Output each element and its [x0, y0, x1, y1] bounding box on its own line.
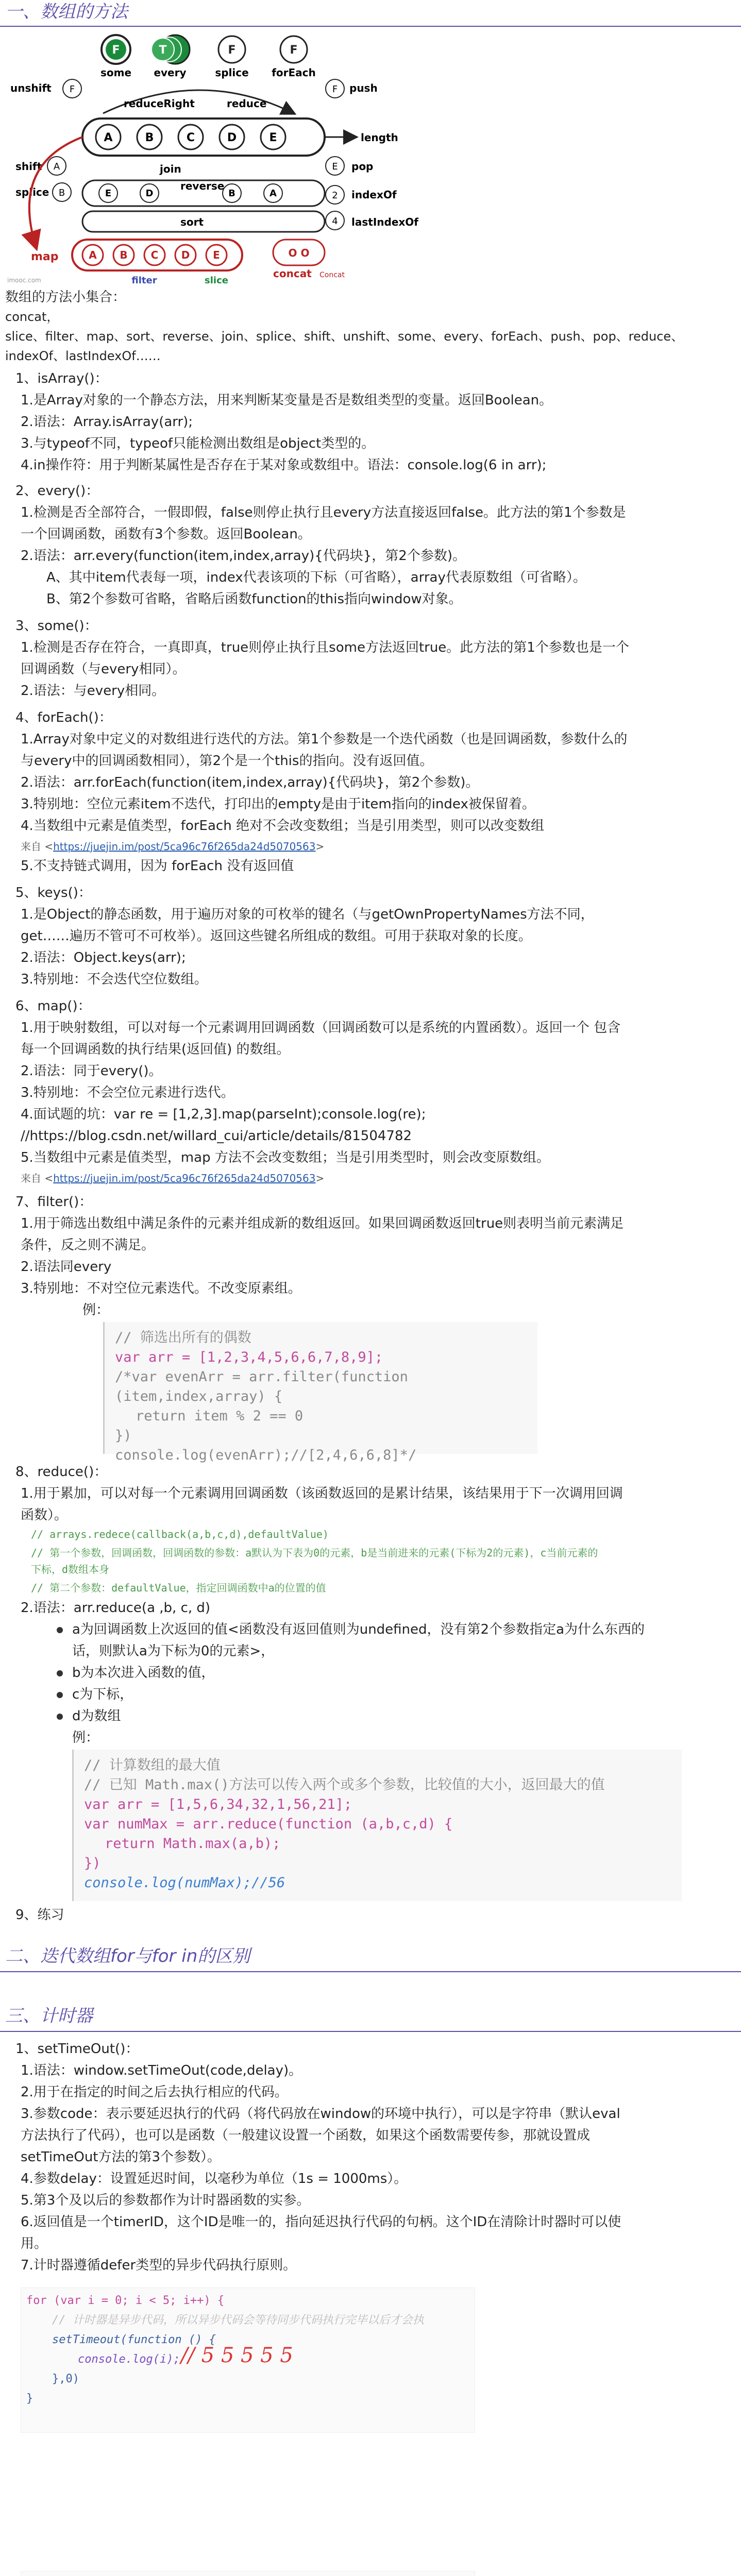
every-line: 1.检测是否全部符合，一假即假，false则停止执行且every方法直接返回false。此方法的第1个参数是	[21, 505, 626, 520]
reduce-line: 1.用于累加，可以对每一个元素调用回调函数（该函数返回的是累计结果，该结果用于下一次调用回调	[21, 1486, 623, 1501]
splice-node	[218, 36, 245, 63]
section-title-timers: 三、计时器	[5, 2006, 93, 2026]
reduce-green-comment: 下标，d数组本身	[31, 1563, 110, 1575]
settimeout-line: 用。	[21, 2236, 48, 2251]
every-line: A、其中item代表每一项，index代表该项的下标（可省略），array代表原数组（可省略）。	[46, 570, 586, 585]
svg-text:E: E	[332, 161, 338, 172]
svg-text:D: D	[181, 249, 190, 261]
svg-text:T: T	[159, 44, 167, 57]
settimeout-line: 2.用于在指定的时间之后去执行相应的代码。	[21, 2084, 288, 2100]
summary-line-1: concat，	[5, 310, 59, 324]
foreach-heading: 4、forEach()：	[15, 710, 112, 725]
label-splice-2: splice	[15, 186, 49, 198]
reduce-bullet: c为下标，	[72, 1687, 133, 1702]
svg-text:E: E	[105, 188, 112, 199]
foreach-line: 1.Array对象中定义的对数组进行迭代的方法。第1个参数是一个迭代函数（也是回调函数，参数什么的	[21, 732, 628, 747]
bullet	[57, 1714, 63, 1720]
svg-text:4: 4	[332, 216, 338, 227]
some-node	[102, 35, 130, 64]
svg-text:D: D	[227, 131, 237, 144]
svg-text:C: C	[150, 249, 159, 261]
label-some: some	[100, 66, 132, 79]
keys-line: 3.特别地：不会迭代空位数组。	[21, 972, 208, 987]
settimeout-line: 3.参数code：表示要延迟执行的代码（将代码放在window的环境中执行），可以是字符串（默认eval	[21, 2106, 620, 2122]
label-reverse: reverse	[180, 180, 225, 192]
foreach-line: 3.特别地：空位元素item不迭代，打印出的empty是由于item指向的index被保留着。	[21, 796, 535, 812]
foreach-line: 4.当数组中元素是值类型，forEach 绝对不会改变数组；当是引用类型，则可以改变数组	[21, 818, 544, 834]
settimeout-heading: 1、setTimeOut()：	[15, 2041, 139, 2057]
svg-text:E: E	[269, 131, 277, 144]
keys-heading: 5、keys()：	[15, 885, 92, 901]
reduce-green-comment: // 第一个参数，回调函数，回调函数的参数：a默认为下表为0的元素，b是当前进来的元素(下标为2的元素)，c当前元素的	[31, 1547, 598, 1559]
settimeout-line: 6.返回值是一个timerID，这个ID是唯一的，指向延迟执行代码的句柄。这个ID在清除计时器时可以使	[21, 2214, 621, 2230]
label-lastindexof: lastIndexOf	[351, 216, 418, 228]
map-line: 3.特别地：不会空位元素进行迭代。	[21, 1085, 234, 1100]
filter-example-label: 例：	[82, 1302, 110, 1318]
handwritten-output: // 5 5 5 5 5	[181, 2344, 293, 2367]
filter-line: 1.用于筛选出数组中满足条件的元素并组成新的数组返回。如果回调函数返回true则表明当前元素满足	[21, 1216, 624, 1231]
every-line: 2.语法：arr.every(function(item,index,array){代码块}，第2个参数)。	[21, 548, 466, 564]
label-reduceright: reduceRight	[124, 97, 195, 110]
settimeout-line: 4.参数delay：设置延迟时间，以毫秒为单位（1s = 1000ms）。	[21, 2171, 408, 2187]
map-line: 5.当数组中元素是值类型，map 方法不会改变数组；当是引用类型时，则会改变原数组。	[21, 1150, 550, 1165]
reduce-bullet: d为数组	[72, 1708, 121, 1724]
reduce-code-block: // 计算数组的最大值 // 已知 Math.max()方法可以传入两个或多个参数，比较值的大小，返回最大的值 var arr = [1,5,6,34,32,1,56,21]; var numMax = arr.reduce(function (a,b,c,d) { return Math.max(a,b); }) console.log(numMax);//56	[72, 1750, 682, 1901]
foreach-source: 来自 <https://juejin.im/post/5ca96c76f265da24d5070563>	[21, 840, 325, 853]
label-filter: filter	[131, 275, 157, 283]
svg-text:F: F	[112, 44, 120, 57]
section-title-array-methods: 一、数组的方法	[5, 2, 128, 22]
foreach-line: 与every中的回调函数相同），第2个是一个this的指向。没有返回值。	[21, 753, 433, 769]
some-line: 1.检测是否存在符合，一真即真，true则停止执行且some方法返回true。此方法的第1个参数也是一个	[21, 640, 629, 655]
isarray-heading: 1、isArray()：	[15, 371, 108, 386]
svg-text:F: F	[228, 44, 236, 57]
settimeout-line: 1.语法：window.setTimeOut(code,delay)。	[21, 2063, 302, 2078]
reduce-bullet: a为回调函数上次返回的值<函数没有返回值则为undefined，没有第2个参数指定a为什么东西的	[72, 1622, 645, 1637]
label-sort: sort	[180, 216, 204, 228]
label-length: length	[361, 131, 398, 144]
every-heading: 2、every()：	[15, 483, 99, 499]
reduce-line: 2.语法：arr.reduce(a ,b, c, d)	[21, 1600, 211, 1616]
foreach-line: 2.语法：arr.forEach(function(item,index,array){代码块}，第2个参数)。	[21, 775, 479, 790]
title-rule	[0, 26, 741, 27]
svg-text:D: D	[145, 188, 154, 199]
svg-text:C: C	[186, 131, 195, 144]
reduce-bullet: 话，则默认a为下标为0的元素>，	[72, 1643, 275, 1659]
isarray-line: 4.in操作符：用于判断某属性是否存在于某对象或数组中。语法：console.log(6 in arr);	[21, 457, 547, 473]
code-editor-screenshot-1: for (var i = 0; i < 5; i++) { // 计时器是异步代码，所以异步代码会等待同步代码执行完毕以后才会执 setTimeout(function () { console.log(i); },0) } // 5 5 5 5 5	[21, 2287, 475, 2433]
bullet	[57, 1627, 63, 1633]
svg-text:O O: O O	[288, 247, 310, 259]
every-node	[151, 35, 190, 64]
reduce-green-comment: // arrays.redece(callback(a,b,c,d),defaultValue)	[31, 1528, 329, 1540]
svg-text:F: F	[69, 84, 75, 95]
label-foreach: forEach	[272, 66, 316, 79]
label-slice: slice	[205, 275, 228, 283]
section-title-for-vs-forin: 二、迭代数组for与for in的区别	[5, 1946, 250, 1967]
label-join: join	[160, 163, 181, 175]
map-line: //https://blog.csdn.net/willard_cui/article/details/81504782	[21, 1128, 412, 1144]
filter-code-block: // 筛选出所有的偶数 var arr = [1,2,3,4,5,6,6,7,8,9]; /*var evenArr = arr.filter(function (item,index,array) { return item % 2 == 0 }) console.log(evenArr);//[2,4,6,6,8]*/	[103, 1322, 537, 1454]
reduce-green-comment: // 第二个参数：defaultValue，指定回调函数中a的位置的值	[31, 1582, 326, 1594]
svg-text:A: A	[104, 131, 113, 144]
title-rule	[0, 1971, 741, 1972]
bullet	[57, 1670, 63, 1676]
svg-text:B: B	[58, 188, 65, 198]
some-line: 回调函数（与every相同）。	[21, 662, 186, 677]
foreach-source-link[interactable]: https://juejin.im/post/5ca96c76f265da24d5070563	[53, 840, 316, 853]
svg-text:2: 2	[332, 190, 338, 201]
map-line: 每一个回调函数的执行结果(返回值) 的数组。	[21, 1042, 290, 1057]
practice-heading: 9、练习	[15, 1907, 64, 1923]
some-heading: 3、some()：	[15, 618, 98, 634]
svg-text:A: A	[270, 188, 277, 199]
map-line: 4.面试题的坑：var re = [1,2,3].map(parseInt);console.log(re);	[21, 1107, 426, 1122]
svg-text:B: B	[120, 249, 128, 261]
map-line: 2.语法：同于every()。	[21, 1063, 162, 1079]
svg-text:F: F	[290, 44, 298, 57]
label-indexof: indexOf	[351, 189, 397, 201]
svg-text:F: F	[332, 84, 338, 95]
svg-text:B: B	[145, 131, 154, 144]
svg-text:B: B	[228, 188, 235, 199]
label-push: push	[349, 82, 378, 94]
isarray-line: 3.与typeof不同，typeof只能检测出数组是object类型的。	[21, 436, 375, 451]
keys-line: get……遍历不管可不可枚举）。返回这些键名所组成的数组。可用于获取对象的长度。	[21, 928, 532, 944]
svg-text:A: A	[53, 161, 60, 172]
map-source-link[interactable]: https://juejin.im/post/5ca96c76f265da24d5070563	[53, 1172, 316, 1184]
label-concat-extra: Concat	[319, 271, 345, 279]
title-rule	[0, 2031, 741, 2032]
label-unshift: unshift	[10, 82, 52, 94]
summary-line-2: slice、filter、map、sort、reverse、join、splice、shift、unshift、some、every、forEach、push、pop、reduce、	[5, 329, 684, 344]
array-methods-diagram	[5, 31, 433, 283]
settimeout-line: setTimeOut方法的第3个参数）。	[21, 2149, 221, 2165]
settimeout-line: 7.计时器遵循defer类型的异步代码执行原则。	[21, 2258, 297, 2273]
diagram-watermark: imooc.com	[7, 277, 41, 283]
summary-label: 数组的方法小集合：	[5, 290, 126, 305]
foreach-line: 5.不支持链式调用，因为 forEach 没有返回值	[21, 858, 294, 874]
some-line: 2.语法：与every相同。	[21, 683, 165, 699]
foreach-node	[280, 36, 307, 63]
svg-text:E: E	[213, 249, 220, 261]
label-splice: splice	[215, 66, 249, 79]
every-line: 一个回调函数，函数有3个参数。返回Boolean。	[21, 527, 311, 542]
keys-line: 2.语法：Object.keys(arr);	[21, 950, 186, 965]
reduce-example-label: 例：	[72, 1730, 99, 1745]
label-map: map	[31, 250, 59, 263]
isarray-line: 2.语法：Array.isArray(arr);	[21, 414, 193, 430]
bullet	[57, 1692, 63, 1698]
map-line: 1.用于映射数组，可以对每一个元素调用回调函数（回调函数可以是系统的内置函数）。返回一个 包含	[21, 1020, 621, 1036]
reduce-line: 函数）。	[21, 1507, 68, 1523]
settimeout-line: 5.第3个及以后的参数都作为计时器函数的实参。	[21, 2193, 310, 2208]
label-reduce: reduce	[227, 97, 267, 110]
label-every: every	[154, 66, 187, 79]
keys-line: 1.是Object的静态函数，用于遍历对象的可枚举的键名（与getOwnPropertyNames方法不同，	[21, 907, 594, 922]
filter-line: 条件，反之则不满足。	[21, 1238, 155, 1253]
label-concat: concat	[273, 267, 312, 280]
filter-line: 3.特别地：不对空位元素迭代。不改变原素组。	[21, 1281, 301, 1296]
filter-heading: 7、filter()：	[15, 1194, 93, 1210]
label-shift: shift	[15, 160, 42, 173]
filter-line: 2.语法同every	[21, 1259, 112, 1275]
reduce-bullet: b为本次进入函数的值，	[72, 1665, 215, 1681]
map-heading: 6、map()：	[15, 998, 91, 1014]
svg-text:A: A	[89, 249, 97, 261]
reduce-heading: 8、reduce()：	[15, 1464, 108, 1480]
map-source: 来自 <https://juejin.im/post/5ca96c76f265da24d5070563>	[21, 1172, 325, 1184]
settimeout-line: 方法执行了代码），也可以是函数（一般建议设置一个函数，如果这个函数需要传参，那就设置成	[21, 2128, 591, 2143]
label-pop: pop	[351, 160, 374, 173]
summary-line-3: indexOf、lastIndexOf……	[5, 349, 161, 363]
isarray-line: 1.是Array对象的一个静态方法，用来判断某变量是否是数组类型的变量。返回Boolean。	[21, 393, 553, 408]
code-editor-screenshot-2	[21, 2571, 475, 2576]
every-line: B、第2个参数可省略，省略后函数function的this指向window对象。	[46, 591, 462, 607]
